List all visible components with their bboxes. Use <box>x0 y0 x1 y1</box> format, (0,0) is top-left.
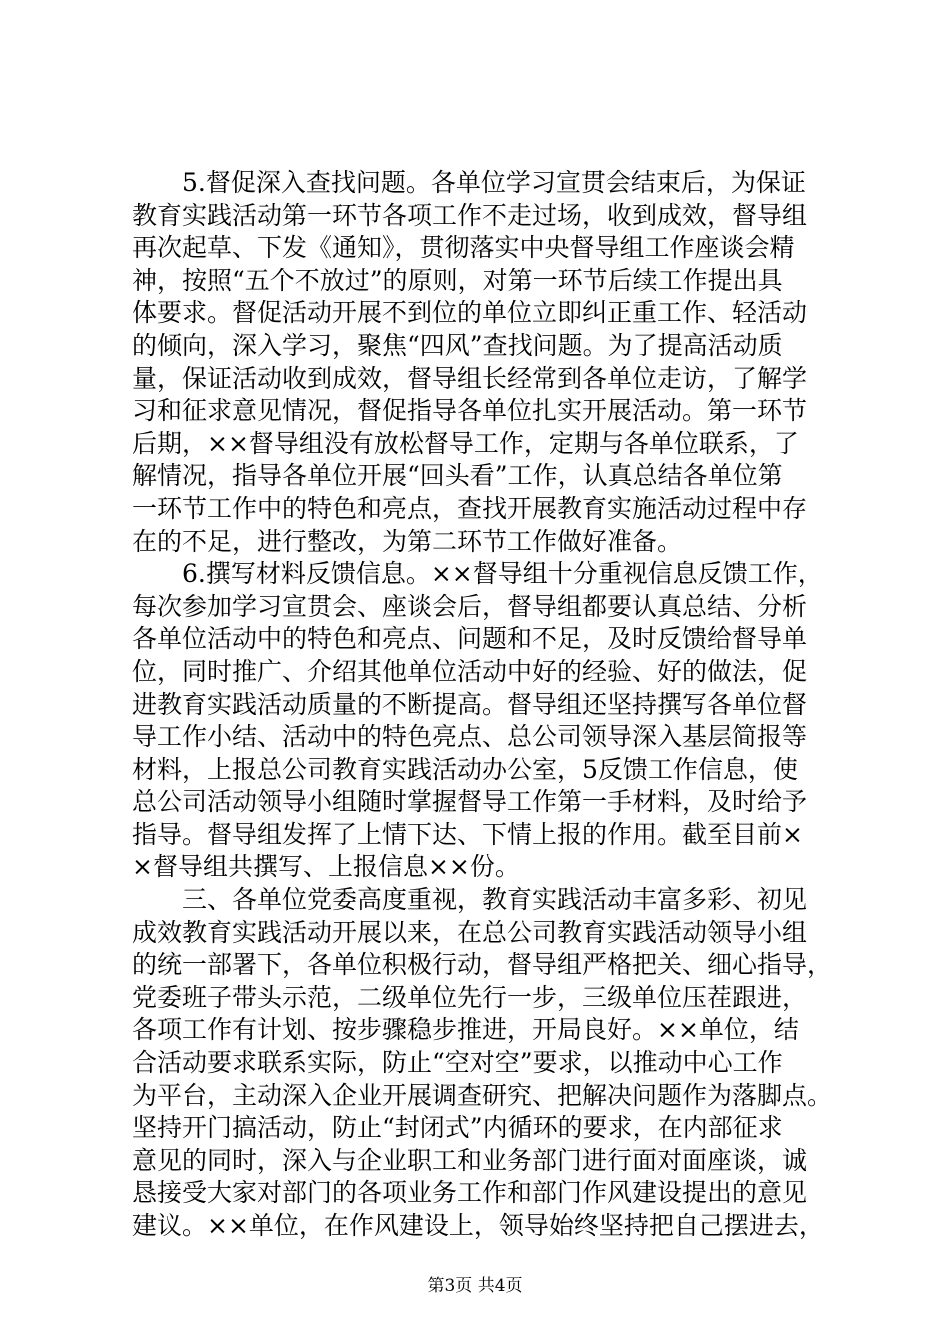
text-line: 材料，上报总公司教育实践活动办公室，5反馈工作信息，使 <box>132 754 798 784</box>
text-line: 党委班子带头示范，二级单位先行一步，三级单位压茬跟进， <box>132 982 808 1012</box>
text-line: 神，按照“五个不放过”的原则，对第一环节后续工作提出具 <box>132 265 783 295</box>
text-line: 三、各单位党委高度重视，教育实践活动丰富多彩、初见 <box>182 885 808 915</box>
text-line: 意见的同时，深入与企业职工和业务部门进行面对面座谈，诚 <box>132 1145 808 1175</box>
text-line: 总公司活动领导小组随时掌握督导工作第一手材料，及时给予 <box>132 787 808 817</box>
text-line: 合活动要求联系实际，防止“空对空”要求，以推动中心工作 <box>132 1048 783 1078</box>
text-line: 建议。××单位，在作风建设上，领导始终坚持把自己摆进去， <box>132 1211 824 1240</box>
page-number-footer: 第3页 共4页 <box>427 1276 523 1296</box>
text-line: 各单位活动中的特色和亮点、问题和不足，及时反馈给督导单 <box>132 624 808 654</box>
text-line: 量，保证活动收到成效，督导组长经常到各单位走访，了解学 <box>132 363 808 393</box>
text-line: 恳接受大家对部门的各项业务工作和部门作风建设提出的意见 <box>132 1178 808 1208</box>
text-line: 体要求。督促活动开展不到位的单位立即纠正重工作、轻活动 <box>132 298 808 328</box>
document-body <box>132 167 852 1243</box>
text-line: 的统一部署下，各单位积极行动，督导组严格把关、细心指导， <box>132 950 833 980</box>
text-line: 进教育实践活动质量的不断提高。督导组还坚持撰写各单位督 <box>132 689 808 719</box>
text-line: 指导。督导组发挥了上情下达、下情上报的作用。截至目前× <box>132 819 803 849</box>
text-line: 的倾向，深入学习，聚焦“四风”查找问题。为了提高活动质 <box>132 330 783 360</box>
text-line: 5.督促深入查找问题。各单位学习宣贯会结束后，为保证 <box>182 168 806 197</box>
text-line: 再次起草、下发《通知》，贯彻落实中央督导组工作座谈会精 <box>132 233 795 263</box>
text-line: 为平台，主动深入企业开展调查研究、把解决问题作为落脚点。 <box>132 1080 833 1110</box>
text-line: 位，同时推广、介绍其他单位活动中好的经验、好的做法，促 <box>132 656 808 686</box>
text-line: 各项工作有计划、按步骤稳步推进，开局良好。××单位，结 <box>132 1015 799 1045</box>
text-line: 在的不足，进行整改，为第二环节工作做好准备。 <box>132 526 683 556</box>
text-line: 6.撰写材料反馈信息。××督导组十分重视信息反馈工作， <box>182 559 823 589</box>
text-line: 坚持开门搞活动，防止“封闭式”内循环的要求，在内部征求 <box>132 1113 783 1143</box>
text-line: 后期，××督导组没有放松督导工作，定期与各单位联系，了 <box>132 428 799 458</box>
text-line: 教育实践活动第一环节各项工作不走过场，收到成效，督导组 <box>132 200 808 230</box>
text-line: 成效教育实践活动开展以来，在总公司教育实践活动领导小组 <box>132 917 808 947</box>
text-line: 习和征求意见情况，督促指导各单位扎实开展活动。第一环节 <box>132 396 808 426</box>
text-line: 导工作小结、活动中的特色亮点、总公司领导深入基层简报等 <box>132 722 808 752</box>
text-line: ×督导组共撰写、上报信息××份。 <box>132 852 520 882</box>
text-line: 一环节工作中的特色和亮点，查找开展教育实施活动过程中存 <box>132 493 808 523</box>
text-line: 解情况，指导各单位开展“回头看”工作，认真总结各单位第 <box>132 461 783 491</box>
text-line: 每次参加学习宣贯会、座谈会后，督导组都要认真总结、分析 <box>132 591 808 621</box>
